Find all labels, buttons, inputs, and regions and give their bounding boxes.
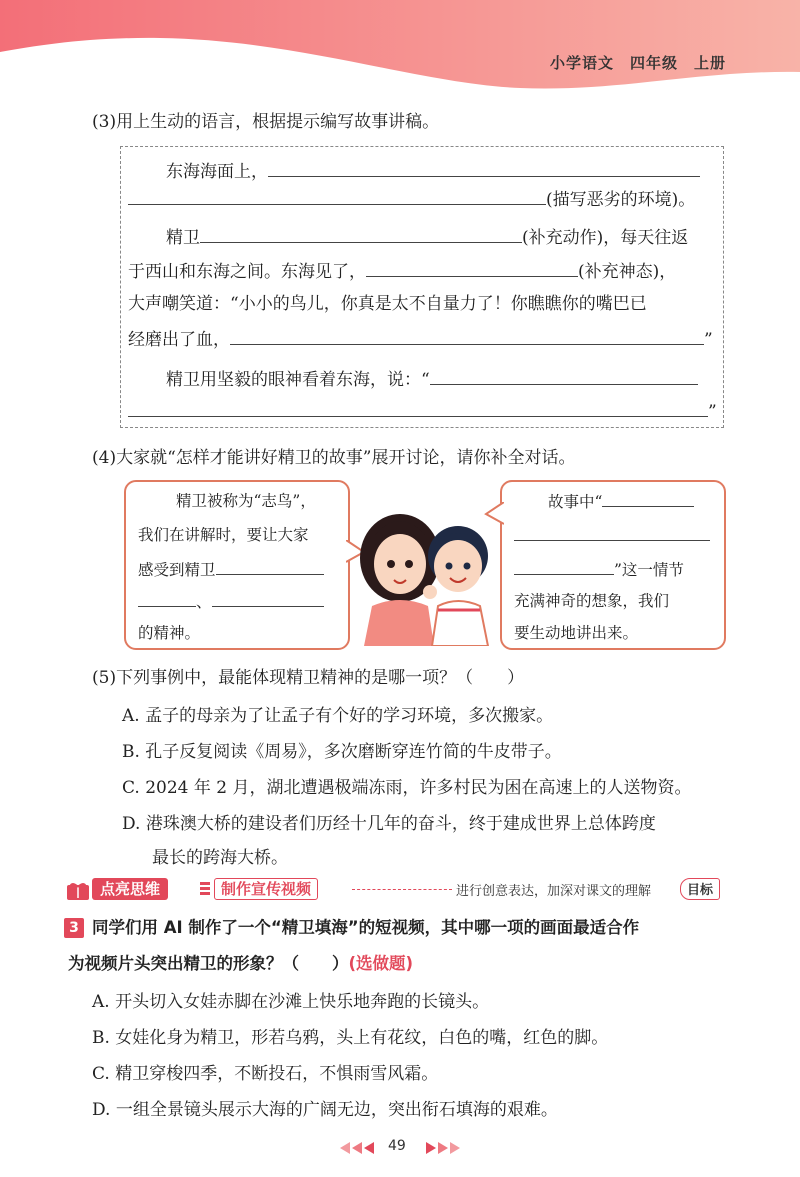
right-bubble-line3 bbox=[514, 556, 684, 583]
action-hint: (补充动作)，每天往返 bbox=[522, 228, 689, 248]
story-line2 bbox=[128, 186, 695, 212]
right-bubble-tail bbox=[484, 502, 504, 526]
goal-text: 进行创意表达，加深对课文的理解 bbox=[456, 884, 652, 899]
q5-option-a[interactable]: A. 孟子的母亲为了让孟子有个好的学习环境，多次搬家。 bbox=[122, 706, 554, 726]
goal-label-box bbox=[680, 878, 720, 900]
right-bubble-line4: 充满神奇的想象，我们 bbox=[514, 592, 670, 610]
spirit-blank-3[interactable] bbox=[212, 588, 324, 607]
plot-blank-2[interactable] bbox=[514, 522, 710, 541]
close-quote: ” bbox=[704, 330, 713, 350]
action-blank[interactable] bbox=[200, 224, 522, 243]
q5-option-b[interactable]: B. 孔子反复阅读《周易》，多次磨断穿连竹简的牛皮带子。 bbox=[122, 742, 562, 762]
story-line8 bbox=[128, 398, 717, 424]
right-bubble-text3: ”这一情节 bbox=[614, 561, 684, 579]
story-line4 bbox=[128, 258, 676, 284]
left-bubble-text3: 感受到精卫 bbox=[138, 561, 216, 579]
question3-line1: 同学们用 AI 制作了一个“精卫填海”的短视频，其中哪一项的画面最适合作 bbox=[92, 918, 640, 937]
expression-blank[interactable] bbox=[366, 258, 578, 277]
story-line6-text: 经磨出了血， bbox=[128, 330, 230, 350]
book-title: 小学语文 四年级 上册 bbox=[549, 54, 726, 72]
left-speech-bubble bbox=[124, 480, 350, 650]
goal-label-text: 目标 bbox=[687, 883, 714, 898]
children-illustration bbox=[350, 506, 498, 646]
right-bubble-line5: 要生动地讲出来。 bbox=[514, 624, 639, 642]
q3-option-b[interactable]: B. 女娃化身为精卫，形若乌鸦，头上有花纹，白色的嘴，红色的脚。 bbox=[92, 1028, 609, 1048]
reply-blank-1[interactable] bbox=[430, 366, 698, 385]
left-bubble-line2: 我们在讲解时，要让大家 bbox=[138, 526, 309, 544]
spirit-blank-2[interactable] bbox=[138, 588, 196, 607]
story-line7 bbox=[166, 366, 698, 392]
left-bubble-line4 bbox=[138, 588, 324, 615]
optional-tag: (选做题) bbox=[348, 954, 414, 973]
story-line6 bbox=[128, 326, 713, 352]
section-tag-sub bbox=[214, 878, 318, 900]
reply-blank-2[interactable] bbox=[128, 398, 708, 417]
dunhao: 、 bbox=[196, 593, 212, 611]
right-bubble-line2 bbox=[514, 522, 710, 549]
story-line4-text: 于西山和东海之间。东海见了， bbox=[128, 262, 366, 282]
left-bubble-line3 bbox=[138, 556, 324, 583]
section-dashed-line bbox=[352, 889, 452, 890]
q3-option-d[interactable]: D. 一组全景镜头展示大海的广阔无边，突出衔石填海的艰难。 bbox=[92, 1100, 558, 1120]
section-tag1-text: 点亮思维 bbox=[100, 880, 161, 898]
story-line3 bbox=[166, 224, 688, 250]
book-sprout-icon bbox=[66, 879, 90, 901]
q5-option-d[interactable]: D. 港珠澳大桥的建设者们历经十几年的奋斗，终于建成世界上总体跨度 bbox=[122, 814, 656, 834]
q4-prompt: (4)大家就“怎样才能讲好精卫的故事”展开讨论，请你补全对话。 bbox=[92, 448, 576, 468]
q5-option-d-cont: 最长的跨海大桥。 bbox=[152, 848, 288, 868]
q5-option-c[interactable]: C. 2024 年 2 月，湖北遭遇极端冻雨，许多村民为困在高速上的人送物资。 bbox=[122, 778, 692, 798]
section-tag-main bbox=[92, 878, 168, 900]
environment-blank-2[interactable] bbox=[128, 186, 546, 205]
mock-blank[interactable] bbox=[230, 326, 704, 345]
question3-line2 bbox=[68, 952, 413, 976]
page-number: 49 bbox=[388, 1138, 406, 1154]
story-line7-text: 精卫用坚毅的眼神看着东海，说：“ bbox=[166, 370, 430, 390]
right-bubble-text1: 故事中“ bbox=[548, 493, 603, 511]
environment-hint: (描写恶劣的环境)。 bbox=[546, 190, 696, 210]
story-line1-text: 东海海面上， bbox=[166, 162, 268, 182]
page-footer bbox=[340, 1138, 460, 1158]
q3-prompt: (3)用上生动的语言，根据提示编写故事讲稿。 bbox=[92, 112, 440, 132]
question3-line2-text: 为视频片头突出精卫的形象？（ ） bbox=[68, 954, 349, 973]
children-icon bbox=[350, 506, 498, 646]
q3-option-a[interactable]: A. 开头切入女娃赤脚在沙滩上快乐地奔跑的长镜头。 bbox=[92, 992, 490, 1012]
story-line5: 大声嘲笑道：“小小的鸟儿，你真是太不自量力了！你瞧瞧你的嘴巴已 bbox=[128, 294, 647, 314]
right-speech-bubble bbox=[500, 480, 726, 650]
left-bubble-line1: 精卫被称为“志鸟”， bbox=[176, 492, 316, 510]
section-banner bbox=[66, 878, 730, 902]
environment-blank-1[interactable] bbox=[268, 158, 700, 177]
left-arrows-icon bbox=[340, 1142, 376, 1154]
right-bubble-line1 bbox=[548, 488, 694, 515]
plot-blank-3[interactable] bbox=[514, 556, 614, 575]
section-stripes bbox=[200, 882, 210, 896]
spirit-blank-1[interactable] bbox=[216, 556, 324, 575]
left-bubble-line5: 的精神。 bbox=[138, 624, 201, 642]
story-line1 bbox=[166, 158, 700, 184]
plot-blank-1[interactable] bbox=[602, 488, 694, 507]
q5-prompt: (5)下列事例中，最能体现精卫精神的是哪一项？（ ） bbox=[92, 668, 525, 688]
section-tag2-text: 制作宣传视频 bbox=[221, 880, 312, 898]
page-header bbox=[0, 0, 800, 110]
close-quote-2: ” bbox=[708, 402, 717, 422]
right-arrows-icon bbox=[424, 1142, 460, 1154]
expression-hint: (补充神态)， bbox=[578, 262, 677, 282]
question-number-badge: 3 bbox=[64, 918, 84, 938]
jingwei-text: 精卫 bbox=[166, 228, 200, 248]
q3-option-c[interactable]: C. 精卫穿梭四季，不断投石，不惧雨雪风霜。 bbox=[92, 1064, 439, 1084]
